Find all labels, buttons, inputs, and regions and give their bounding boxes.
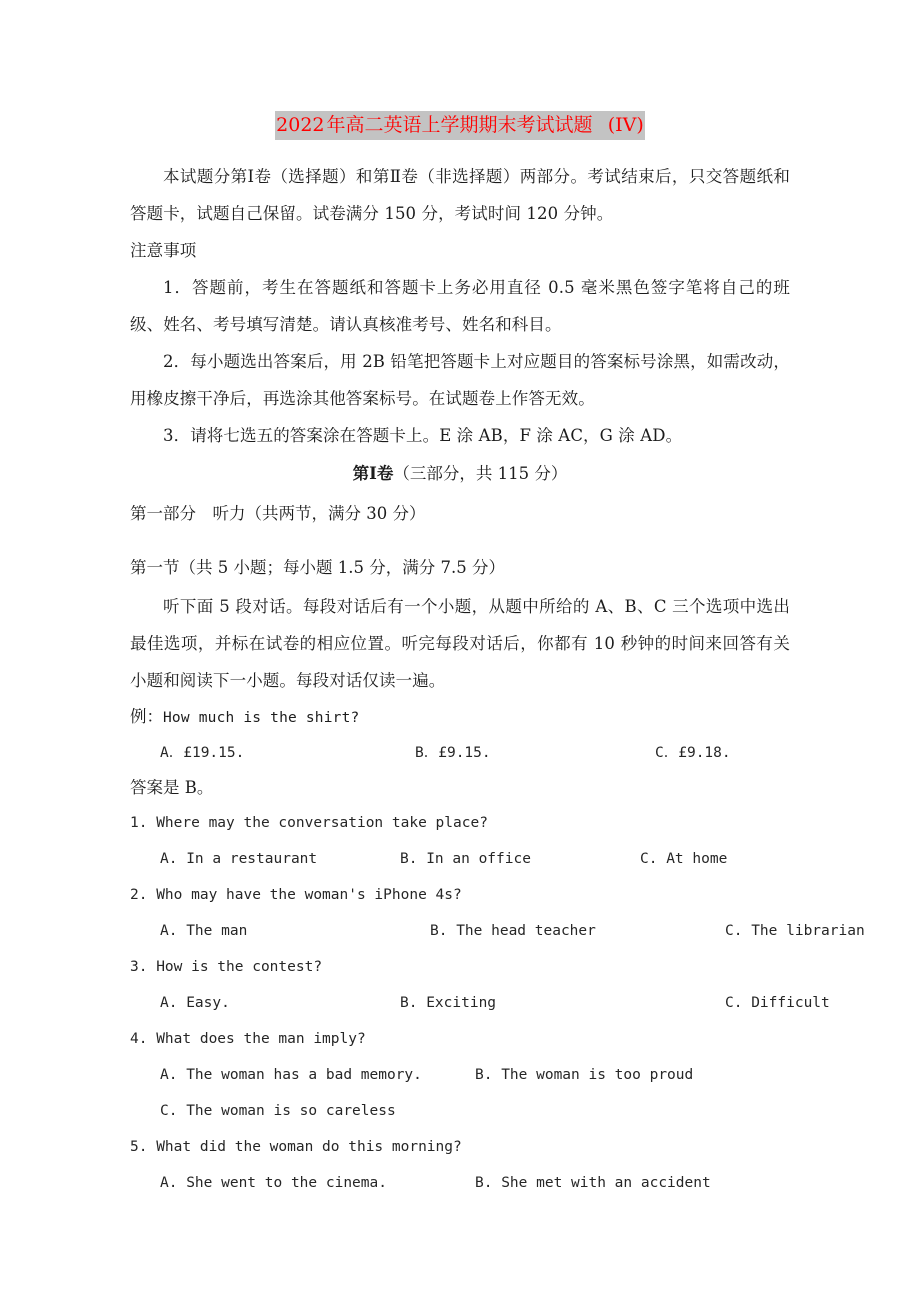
question-4-options-row1 <box>130 1057 790 1093</box>
part-one-heading: 第一部分 听力（共两节，满分 30 分） <box>130 504 426 523</box>
title-year: 2022 <box>275 111 325 140</box>
paper-heading-bold: 第Ⅰ卷 <box>352 464 394 483</box>
example-answer: 答案是 B。 <box>130 778 214 797</box>
note-item-2: 2．每小题选出答案后，用 2B 铅笔把答题卡上对应题目的答案标号涂黑，如需改动，用橡皮擦干净后，再选涂其他答案标号。在试题卷上作答无效。 <box>130 352 790 408</box>
notes-label: 注意事项 <box>130 241 197 260</box>
example-options-row <box>130 735 790 771</box>
example-label: 例： <box>130 707 163 726</box>
title-gap <box>594 111 607 140</box>
question-3-option-b[interactable]: B. Exciting <box>400 995 497 1011</box>
question-2-option-a[interactable]: A. The man <box>160 923 248 939</box>
question-1-option-a[interactable]: A. In a restaurant <box>160 851 318 867</box>
spacer <box>130 534 790 548</box>
question-3-option-c[interactable]: C. Difficult <box>725 995 830 1011</box>
question-3-options <box>130 985 830 1021</box>
example-option-a[interactable]: A．£19.15. <box>160 745 245 761</box>
document-content <box>130 108 865 1201</box>
question-5-options <box>130 1165 790 1201</box>
question-3-option-a[interactable]: A. Easy. <box>160 995 230 1011</box>
title-main: 年高二英语上学期期末考试试题 <box>326 111 594 140</box>
question-3-text: 3. How is the contest? <box>130 959 323 975</box>
example-question: How much is the shirt? <box>163 710 360 726</box>
example-option-c[interactable]: C．£9.18. <box>655 745 731 761</box>
question-5-option-b[interactable]: B. She met with an accident <box>475 1175 711 1191</box>
question-1-option-b[interactable]: B. In an office <box>400 851 531 867</box>
question-1-option-c[interactable]: C. At home <box>640 851 728 867</box>
example-option-b[interactable]: B．£9.15. <box>415 745 491 761</box>
question-5-option-a[interactable]: A. She went to the cinema. <box>160 1175 387 1191</box>
question-4-option-a[interactable]: A. The woman has a bad memory. <box>160 1067 422 1083</box>
question-2-option-b[interactable]: B. The head teacher <box>430 923 596 939</box>
paper-heading-rest: （三部分，共 115 分） <box>393 464 568 483</box>
question-5-text: 5. What did the woman do this morning? <box>130 1139 462 1155</box>
note-item-3: 3．请将七选五的答案涂在答题卡上。E 涂 AB，F 涂 AC，G 涂 AD。 <box>163 426 683 445</box>
note-item-1: 1．答题前，考生在答题纸和答题卡上务必用直径 0.5 毫米黑色签字笔将自己的班级、姓名、考号填写清楚。请认真核准考号、姓名和科目。 <box>130 278 790 334</box>
question-4-options-row2 <box>130 1093 790 1129</box>
listening-directions: 听下面 5 段对话。每段对话后有一个小题，从题中所给的 A、B、C 三个选项中选出最佳选项，并标在试卷的相应位置。听完每段对话后，你都有 10 秒钟的时间来回答有关小题和阅读下一小题。每段对话仅读一遍。 <box>130 597 790 690</box>
question-4-option-c[interactable]: C. The woman is so careless <box>160 1103 396 1119</box>
question-4-text: 4. What does the man imply? <box>130 1031 366 1047</box>
page-title <box>130 108 790 142</box>
question-2-option-c[interactable]: C. The librarian <box>725 923 865 939</box>
intro-paragraph: 本试题分第Ⅰ卷（选择题）和第Ⅱ卷（非选择题）两部分。考试结束后，只交答题纸和答题卡，试题自己保留。试卷满分 150 分，考试时间 120 分钟。 <box>130 167 790 223</box>
paper-heading <box>130 454 790 494</box>
question-2-text: 2. Who may have the woman's iPhone 4s? <box>130 887 462 903</box>
question-1-text: 1. Where may the conversation take place? <box>130 815 488 831</box>
question-4-option-b[interactable]: B. The woman is too proud <box>475 1067 694 1083</box>
example-question-line <box>130 699 790 735</box>
question-2-options <box>130 913 865 949</box>
section-one-heading: 第一节（共 5 小题；每小题 1.5 分，满分 7.5 分） <box>130 558 505 577</box>
question-1-options <box>130 841 790 877</box>
title-suffix: (IV) <box>607 111 645 140</box>
